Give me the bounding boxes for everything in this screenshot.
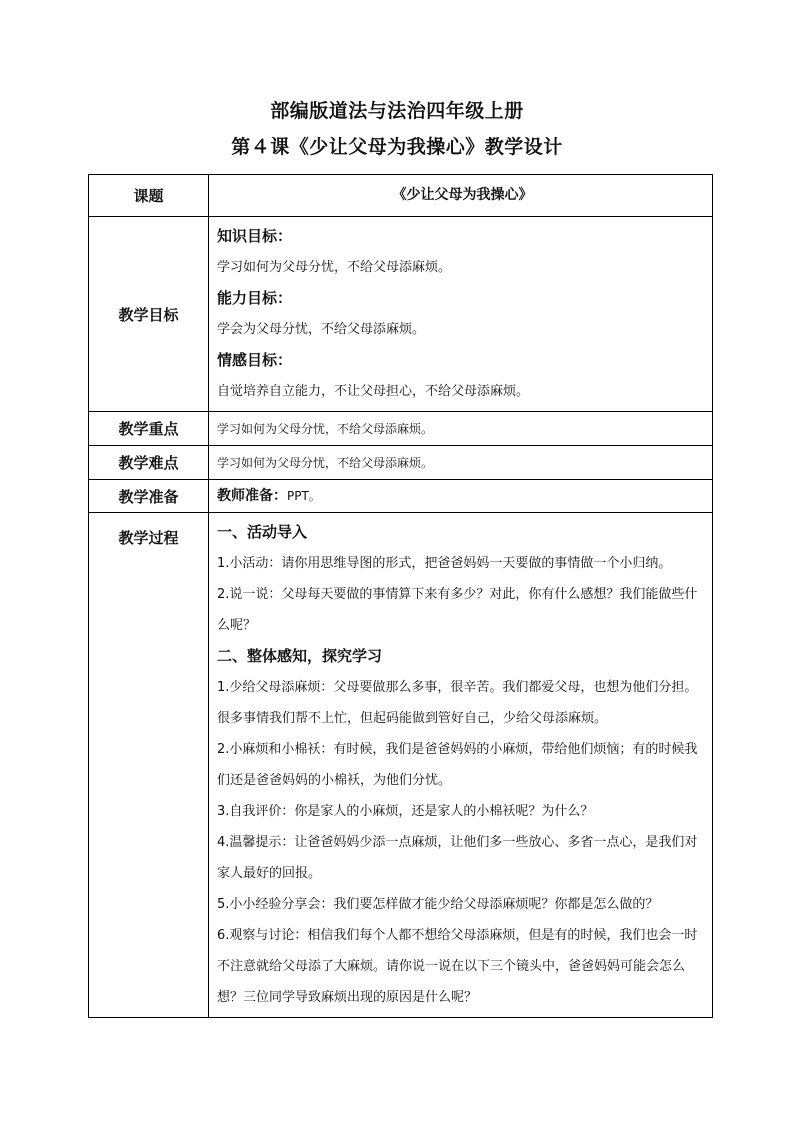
table-row-topic bbox=[89, 175, 713, 217]
preparation-value bbox=[209, 480, 713, 513]
row-label-key-point: 教学重点 bbox=[89, 412, 209, 446]
lesson-plan-table bbox=[88, 174, 713, 1018]
section-2-item-1: 1.少给父母添麻烦：父母要做那么多事，很辛苦。我们都爱父母，也想为他们分担。很多事情我们帮不上忙，但起码能做到管好自己，少给父母添麻烦。 bbox=[217, 680, 698, 726]
key-point-value: 学习如何为父母分忧，不给父母添麻烦。 bbox=[209, 412, 713, 446]
topic-text: 《少让父母为我操心》 bbox=[392, 187, 533, 203]
section-2-item-6: 6.观察与讨论：相信我们每个人都不想给父母添麻烦，但是有的时候，我们也会一时不注意就给父母添了大麻烦。请你说一说在以下三个镜头中，爸爸妈妈可能会怎么想？三位同学导致麻烦出现的原因是什么呢？ bbox=[217, 928, 698, 1005]
knowledge-goal-text: 学习如何为父母分忧，不给父母添麻烦。 bbox=[217, 260, 452, 275]
section-1-item-1: 1.小活动：请你用思维导图的形式，把爸爸妈妈一天要做的事情做一个小归纳。 bbox=[217, 556, 672, 571]
topic-value bbox=[209, 175, 713, 217]
preparation-prefix: 教师准备： bbox=[217, 488, 287, 504]
knowledge-goal-heading: 知识目标： bbox=[217, 227, 293, 245]
table-row-process bbox=[89, 513, 713, 1018]
section-1-heading: 一、活动导入 bbox=[217, 523, 308, 541]
row-label-topic: 课题 bbox=[89, 175, 209, 217]
ability-goal-text: 学会为父母分忧，不给父母添麻烦。 bbox=[217, 322, 426, 337]
table-row-key-point bbox=[89, 412, 713, 446]
table-row-preparation bbox=[89, 480, 713, 513]
difficulty-value: 学习如何为父母分忧，不给父母添麻烦。 bbox=[209, 446, 713, 480]
table-row-goals bbox=[89, 217, 713, 412]
process-content bbox=[209, 513, 713, 1018]
row-label-preparation: 教学准备 bbox=[89, 480, 209, 513]
goals-content bbox=[209, 217, 713, 412]
section-2-item-4: 4.温馨提示：让爸爸妈妈少添一点麻烦，让他们多一些放心、多省一点心，是我们对家人最好的回报。 bbox=[217, 835, 698, 881]
emotion-goal-heading: 情感目标： bbox=[217, 351, 293, 369]
row-label-difficulty: 教学难点 bbox=[89, 446, 209, 480]
document-subtitle: 第４课《少让父母为我操心》教学设计 bbox=[231, 136, 563, 158]
preparation-text: PPT。 bbox=[287, 489, 321, 503]
row-label-process: 教学过程 bbox=[89, 513, 209, 1018]
emotion-goal-text: 自觉培养自立能力，不让父母担心，不给父母添麻烦。 bbox=[217, 384, 530, 399]
section-2-item-2: 2.小麻烦和小棉袄：有时候，我们是爸爸妈妈的小麻烦，带给他们烦恼；有的时候我们还是爸爸妈妈的小棉袄，为他们分忧。 bbox=[217, 742, 698, 788]
section-2-item-5: 5.小小经验分享会：我们要怎样做才能少给父母添麻烦呢？你都是怎么做的？ bbox=[217, 897, 659, 912]
ability-goal-heading: 能力目标： bbox=[217, 289, 293, 307]
table-row-difficulty bbox=[89, 446, 713, 480]
section-2-item-3: 3.自我评价：你是家人的小麻烦，还是家人的小棉袄呢？为什么？ bbox=[217, 804, 594, 819]
section-1-item-2: 2.说一说：父母每天要做的事情算下来有多少？对此，你有什么感想？我们能做些什么呢？ bbox=[217, 587, 698, 633]
document-title: 部编版道法与法治四年级上册 bbox=[270, 100, 524, 122]
section-2-heading: 二、整体感知，探究学习 bbox=[217, 647, 383, 665]
row-label-goals: 教学目标 bbox=[89, 217, 209, 412]
